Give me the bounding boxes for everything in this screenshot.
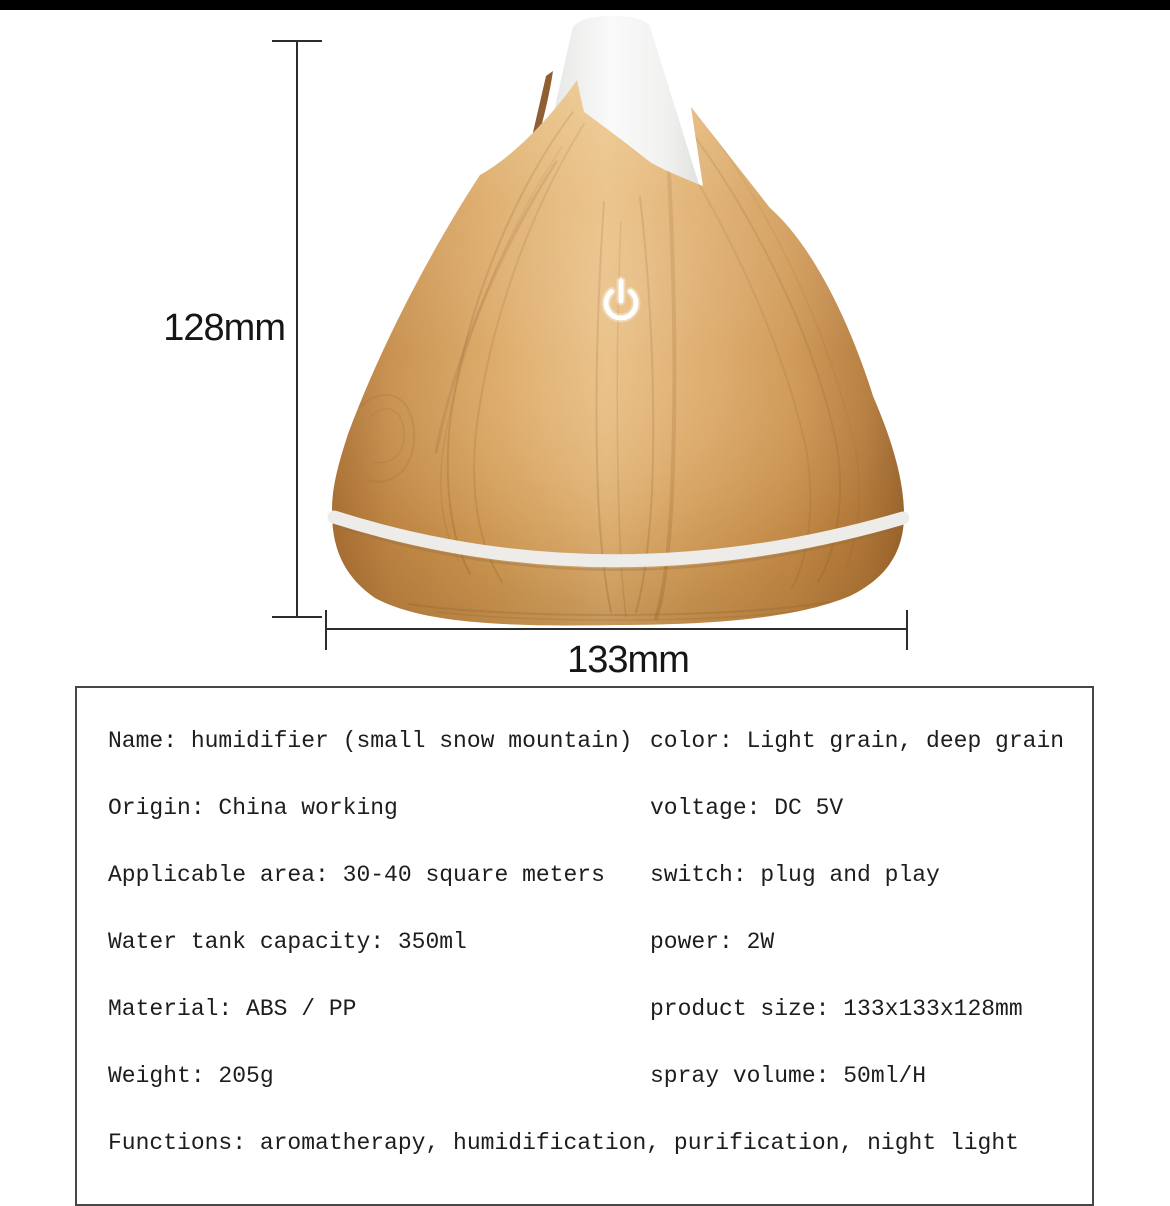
spec-spray-volume: spray volume: 50ml/H <box>650 1062 927 1089</box>
spec-row-tank-power <box>77 908 1092 975</box>
spec-row-area-switch <box>77 841 1092 908</box>
spec-row-origin-voltage <box>77 774 1092 841</box>
width-dimension-left-tick <box>325 610 327 650</box>
height-dimension-line <box>296 40 298 618</box>
spec-origin: Origin: China working <box>108 794 398 821</box>
width-dimension-line <box>325 628 908 630</box>
spec-power: power: 2W <box>650 928 775 955</box>
spec-switch: switch: plug and play <box>650 861 940 888</box>
spec-row-weight-spray <box>77 1042 1092 1109</box>
spec-tank-capacity: Water tank capacity: 350ml <box>108 928 467 955</box>
spec-row-material-size <box>77 975 1092 1042</box>
width-dimension-right-tick <box>906 610 908 650</box>
spec-color: color: Light grain, deep grain <box>650 727 1065 754</box>
spec-weight: Weight: 205g <box>108 1062 274 1089</box>
spec-row-functions <box>77 1109 1092 1176</box>
width-label: 133mm <box>567 639 689 681</box>
spec-applicable-area: Applicable area: 30-40 square meters <box>108 861 605 888</box>
spec-voltage: voltage: DC 5V <box>650 794 844 821</box>
spec-material: Material: ABS / PP <box>108 995 357 1022</box>
height-label: 128mm <box>163 307 285 349</box>
height-dimension-bottom-tick <box>272 616 322 618</box>
height-dimension-top-tick <box>272 40 322 42</box>
product-image <box>318 12 918 627</box>
spec-functions: Functions: aromatherapy, humidification, purification, night light <box>108 1129 1019 1156</box>
spec-product-size: product size: 133x133x128mm <box>650 995 1023 1022</box>
spec-name: Name: humidifier (small snow mountain) <box>108 727 633 754</box>
spec-row-name-color <box>77 707 1092 774</box>
spec-table <box>75 686 1094 1206</box>
